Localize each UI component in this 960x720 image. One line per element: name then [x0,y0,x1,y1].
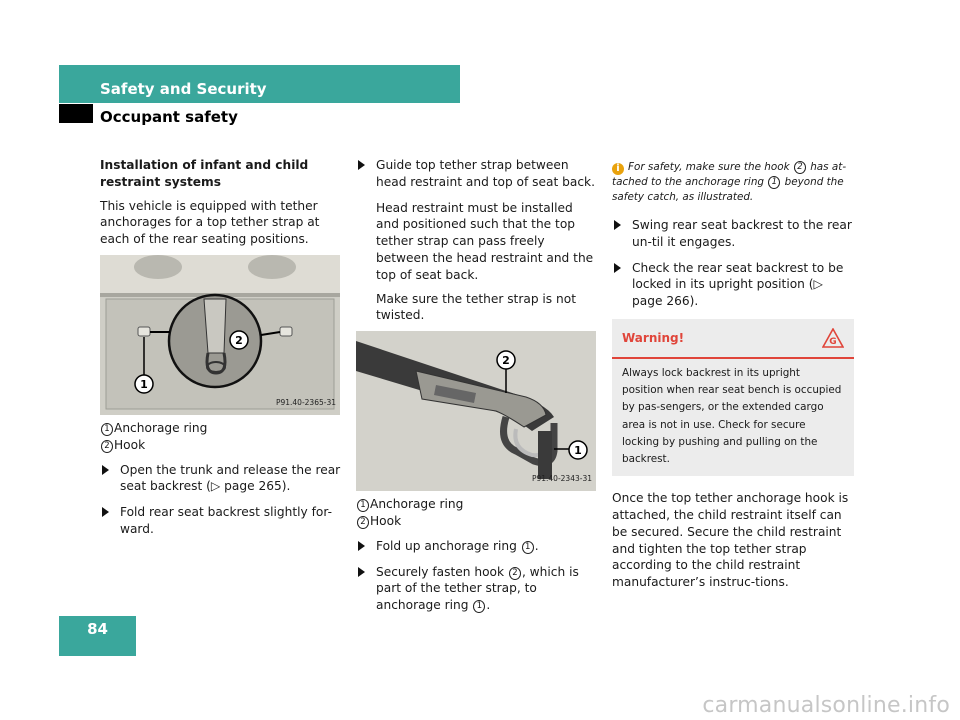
bullet-arrow-icon [358,541,365,551]
subsection-title: Occupant safety [100,108,238,126]
info-note: i For safety, make sure the hook 2 has at-tached to the anchorage ring 1 beyond the safety catch, as illustrated. [612,161,847,203]
legend-item: 1 Anchorage ring [356,496,598,513]
figure-legend [100,420,342,454]
svg-text:2: 2 [502,354,510,368]
header-tab-marker [59,104,93,123]
step-swing-backrest: Swing rear seat backrest to the rear un-til it engages. [612,217,854,251]
warning-header [612,319,854,359]
warning-box [612,319,854,476]
bullet-arrow-icon [358,567,365,577]
step-check-locked: Check the rear seat backrest to be locked in its upright position (▷ page 266). [612,260,854,310]
warning-title: Warning! [622,330,685,345]
hook-ring-figure [356,331,596,491]
step-fasten-hook: Securely fasten hook 2 , which is part of the tether strap, to anchorage ring 1 . [356,564,598,614]
column-2 [356,157,598,623]
bullet-arrow-icon [614,220,621,230]
installation-heading: Installation of infant and child restraint systems [100,158,309,189]
page-number: 84 [87,620,108,638]
legend-item: 2 Hook [100,437,342,454]
closing-paragraph: Once the top tether anchorage hook is attached, the child restraint itself can be secured. Secure the child restraint and tighten the top tether strap according to the child restraint manufacturer’s instruc-tions. [612,491,849,590]
watermark: carmanualsonline.info [702,693,950,718]
step-fold-backrest: Fold rear seat backrest slightly for-ward. [100,504,342,538]
intro-paragraph: This vehicle is equipped with tether anchorages for a top tether strap at each of the rear seating positions. [100,198,320,247]
figure-legend [356,496,598,530]
bullet-arrow-icon [358,160,365,170]
svg-text:2: 2 [235,333,243,347]
step-open-trunk: Open the trunk and release the rear seat backrest (▷ page 265). [100,462,342,496]
warning-text: Always lock backrest in its upright position when rear seat bench is occupied by pas-sengers, or the extended cargo area is not in use. Check for secure locking by pushing and pulling on the backrest. [622,366,842,465]
bullet-arrow-icon [102,465,109,475]
legend-item: 2 Hook [356,513,598,530]
figure-code: P91.40-2365-31 [275,398,336,408]
info-icon: i [612,163,624,175]
bullet-arrow-icon [614,263,621,273]
legend-item: 1 Anchorage ring [100,420,342,437]
bullet-arrow-icon [102,507,109,517]
svg-text:1: 1 [574,444,582,458]
step-fold-ring: Fold up anchorage ring 1 . [356,538,598,555]
figure-code: P91.40-2343-31 [531,474,592,484]
column-1 [100,157,342,547]
trunk-anchorage-figure [100,255,340,415]
svg-text:1: 1 [140,377,148,391]
column-3 [612,160,854,598]
warning-triangle-icon: G [822,328,844,348]
step-guide-strap: Guide top tether strap between head restraint and top of seat back. [356,157,598,191]
head-restraint-note: Head restraint must be installed and positioned such that the top tether strap can pass freely between the head restraint and the top of seat back. [376,200,594,282]
twist-note: Make sure the tether strap is not twisted. [376,291,576,323]
section-title: Safety and Security [100,80,267,98]
